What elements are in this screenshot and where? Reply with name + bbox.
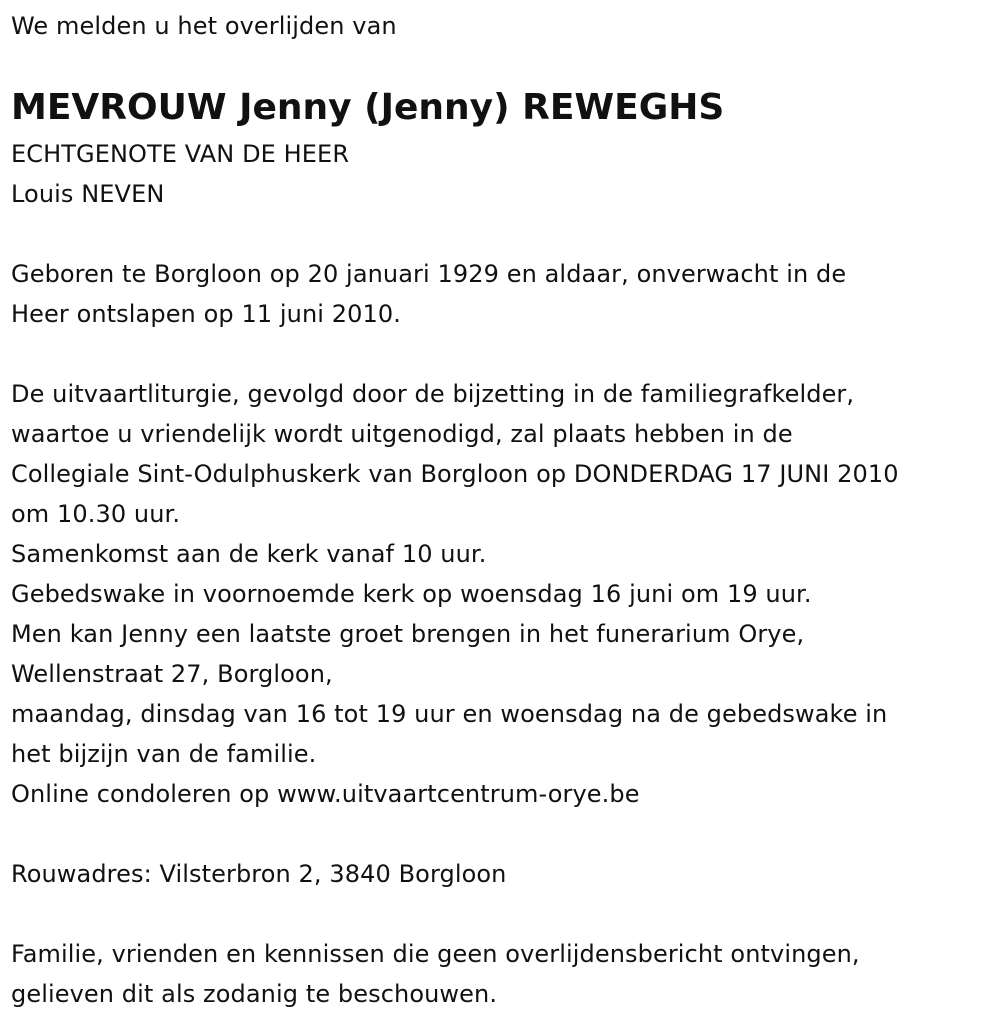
mourning-address: Rouwadres: Vilsterbron 2, 3840 Borgloon — [11, 860, 507, 888]
obituary-notice — [11, 8, 986, 1014]
funeral-line: Collegiale Sint-Odulphuskerk van Borgloon op DONDERDAG 17 JUNI 2010 — [11, 460, 899, 488]
spouse-label: ECHTGENOTE VAN DE HEER — [11, 140, 350, 168]
online-prefix: Online condoleren op — [11, 780, 278, 808]
closing-line: Familie, vrienden en kennissen die geen overlijdensbericht ontvingen, — [11, 940, 860, 968]
intro-text: We melden u het overlijden van — [11, 12, 397, 40]
visit-line: het bijzijn van de familie. — [11, 740, 317, 768]
spacer — [11, 894, 986, 934]
deceased-name: MEVROUW Jenny (Jenny) REWEGHS — [11, 87, 725, 128]
birth-line: Heer ontslapen op 11 juni 2010. — [11, 300, 402, 328]
spacer — [11, 334, 986, 374]
spacer — [11, 814, 986, 854]
online-condolence — [11, 774, 986, 814]
birth-line: Geboren te Borgloon op 20 januari 1929 en aldaar, onverwacht in de — [11, 260, 847, 288]
vigil-text: Gebedswake in voornoemde kerk op woensdag 16 juni om 19 uur. — [11, 580, 812, 608]
visit-line: Wellenstraat 27, Borgloon, — [11, 660, 333, 688]
funeral-line: De uitvaartliturgie, gevolgd door de bijzetting in de familiegrafkelder, — [11, 380, 855, 408]
condolence-website-link[interactable]: www.uitvaartcentrum-orye.be — [277, 780, 640, 808]
gathering-text: Samenkomst aan de kerk vanaf 10 uur. — [11, 540, 487, 568]
spouse-name: Louis NEVEN — [11, 180, 165, 208]
visit-line: Men kan Jenny een laatste groet brengen in het funerarium Orye, — [11, 620, 805, 648]
funeral-line: waartoe u vriendelijk wordt uitgenodigd, zal plaats hebben in de — [11, 420, 793, 448]
visit-line: maandag, dinsdag van 16 tot 19 uur en woensdag na de gebedswake in — [11, 700, 888, 728]
spacer — [11, 214, 986, 254]
closing-line: gelieven dit als zodanig te beschouwen. — [11, 980, 498, 1008]
funeral-line: om 10.30 uur. — [11, 500, 181, 528]
